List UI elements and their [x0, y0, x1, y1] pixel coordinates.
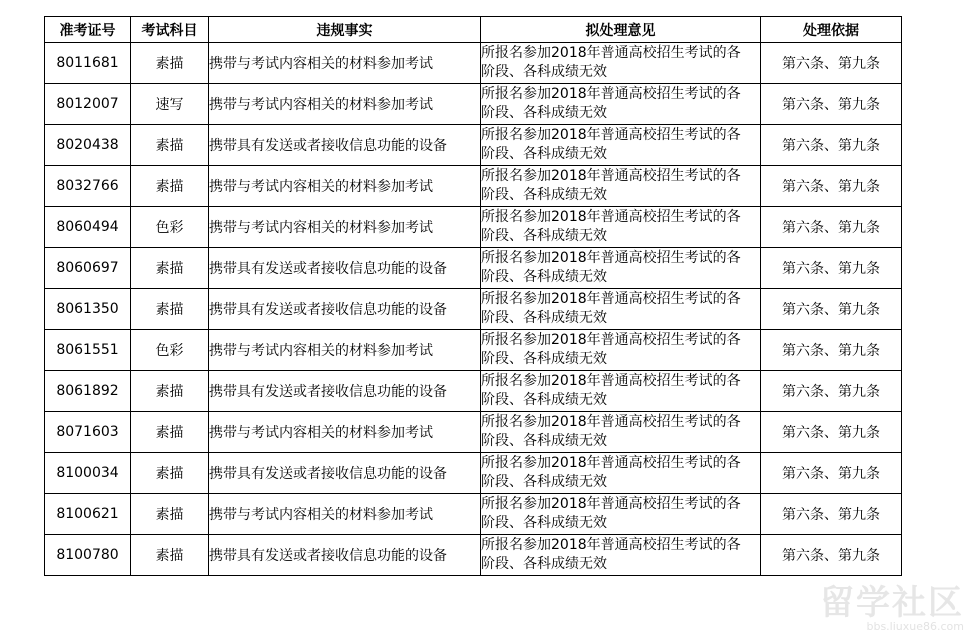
cell-proposed-action [481, 207, 761, 248]
opinion-line: 阶段、各科成绩无效 [481, 392, 607, 408]
cell-exam-id: 8061350 [45, 289, 131, 330]
cell-subject: 素描 [131, 248, 209, 289]
cell-violation-fact: 携带与考试内容相关的材料参加考试 [209, 43, 481, 84]
opinion-line: 阶段、各科成绩无效 [481, 515, 607, 531]
cell-basis: 第六条、第九条 [761, 371, 902, 412]
cell-basis: 第六条、第九条 [761, 289, 902, 330]
cell-basis: 第六条、第九条 [761, 535, 902, 576]
cell-proposed-action [481, 166, 761, 207]
opinion-line: 阶段、各科成绩无效 [481, 269, 607, 285]
cell-proposed-action [481, 494, 761, 535]
header-proposed-action: 拟处理意见 [481, 17, 761, 43]
cell-basis: 第六条、第九条 [761, 84, 902, 125]
table-row [45, 166, 902, 207]
cell-subject: 色彩 [131, 330, 209, 371]
table-row [45, 125, 902, 166]
table-row [45, 535, 902, 576]
cell-subject: 色彩 [131, 207, 209, 248]
cell-violation-fact: 携带具有发送或者接收信息功能的设备 [209, 371, 481, 412]
cell-subject: 速写 [131, 84, 209, 125]
cell-subject: 素描 [131, 412, 209, 453]
cell-subject: 素描 [131, 289, 209, 330]
cell-subject: 素描 [131, 166, 209, 207]
opinion-line: 所报名参加2018年普通高校招生考试的各 [481, 332, 741, 348]
cell-violation-fact: 携带具有发送或者接收信息功能的设备 [209, 248, 481, 289]
header-subject: 考试科目 [131, 17, 209, 43]
opinion-line: 所报名参加2018年普通高校招生考试的各 [481, 537, 741, 553]
opinion-line: 阶段、各科成绩无效 [481, 474, 607, 490]
cell-proposed-action [481, 330, 761, 371]
cell-proposed-action [481, 289, 761, 330]
cell-violation-fact: 携带与考试内容相关的材料参加考试 [209, 166, 481, 207]
header-exam-id: 准考证号 [45, 17, 131, 43]
cell-violation-fact: 携带与考试内容相关的材料参加考试 [209, 84, 481, 125]
cell-violation-fact: 携带具有发送或者接收信息功能的设备 [209, 125, 481, 166]
cell-violation-fact: 携带具有发送或者接收信息功能的设备 [209, 289, 481, 330]
cell-basis: 第六条、第九条 [761, 43, 902, 84]
cell-proposed-action [481, 412, 761, 453]
cell-exam-id: 8100034 [45, 453, 131, 494]
cell-exam-id: 8020438 [45, 125, 131, 166]
cell-exam-id: 8061551 [45, 330, 131, 371]
table-row [45, 371, 902, 412]
cell-subject: 素描 [131, 453, 209, 494]
table-row [45, 248, 902, 289]
table-row [45, 84, 902, 125]
cell-violation-fact: 携带与考试内容相关的材料参加考试 [209, 330, 481, 371]
cell-violation-fact: 携带具有发送或者接收信息功能的设备 [209, 535, 481, 576]
cell-violation-fact: 携带具有发送或者接收信息功能的设备 [209, 453, 481, 494]
cell-exam-id: 8100621 [45, 494, 131, 535]
opinion-line: 所报名参加2018年普通高校招生考试的各 [481, 209, 741, 225]
cell-subject: 素描 [131, 535, 209, 576]
cell-proposed-action [481, 535, 761, 576]
opinion-line: 所报名参加2018年普通高校招生考试的各 [481, 291, 741, 307]
cell-basis: 第六条、第九条 [761, 125, 902, 166]
watermark-url: bbs.liuxue86.com [866, 620, 964, 633]
opinion-line: 阶段、各科成绩无效 [481, 556, 607, 572]
cell-subject: 素描 [131, 371, 209, 412]
watermark-logo: 留学社区 [820, 583, 964, 623]
table-row [45, 412, 902, 453]
opinion-line: 阶段、各科成绩无效 [481, 228, 607, 244]
cell-proposed-action [481, 453, 761, 494]
opinion-line: 所报名参加2018年普通高校招生考试的各 [481, 45, 741, 61]
cell-exam-id: 8060697 [45, 248, 131, 289]
opinion-line: 所报名参加2018年普通高校招生考试的各 [481, 414, 741, 430]
cell-proposed-action [481, 371, 761, 412]
cell-basis: 第六条、第九条 [761, 412, 902, 453]
table-header-row [45, 17, 902, 43]
cell-exam-id: 8011681 [45, 43, 131, 84]
opinion-line: 阶段、各科成绩无效 [481, 351, 607, 367]
table-row [45, 207, 902, 248]
cell-exam-id: 8032766 [45, 166, 131, 207]
cell-violation-fact: 携带与考试内容相关的材料参加考试 [209, 412, 481, 453]
cell-proposed-action [481, 125, 761, 166]
cell-violation-fact: 携带与考试内容相关的材料参加考试 [209, 207, 481, 248]
cell-proposed-action [481, 84, 761, 125]
table-row [45, 494, 902, 535]
cell-basis: 第六条、第九条 [761, 248, 902, 289]
cell-exam-id: 8061892 [45, 371, 131, 412]
opinion-line: 阶段、各科成绩无效 [481, 433, 607, 449]
header-basis: 处理依据 [761, 17, 902, 43]
cell-proposed-action [481, 248, 761, 289]
cell-basis: 第六条、第九条 [761, 494, 902, 535]
opinion-line: 所报名参加2018年普通高校招生考试的各 [481, 250, 741, 266]
opinion-line: 所报名参加2018年普通高校招生考试的各 [481, 168, 741, 184]
cell-proposed-action [481, 43, 761, 84]
opinion-line: 阶段、各科成绩无效 [481, 146, 607, 162]
opinion-line: 所报名参加2018年普通高校招生考试的各 [481, 86, 741, 102]
cell-basis: 第六条、第九条 [761, 453, 902, 494]
opinion-line: 所报名参加2018年普通高校招生考试的各 [481, 455, 741, 471]
cell-basis: 第六条、第九条 [761, 166, 902, 207]
cell-exam-id: 8060494 [45, 207, 131, 248]
cell-subject: 素描 [131, 494, 209, 535]
cell-subject: 素描 [131, 125, 209, 166]
cell-basis: 第六条、第九条 [761, 330, 902, 371]
cell-exam-id: 8012007 [45, 84, 131, 125]
header-violation-fact: 违规事实 [209, 17, 481, 43]
opinion-line: 阶段、各科成绩无效 [481, 187, 607, 203]
opinion-line: 所报名参加2018年普通高校招生考试的各 [481, 496, 741, 512]
violations-table [44, 16, 902, 576]
cell-exam-id: 8100780 [45, 535, 131, 576]
opinion-line: 阶段、各科成绩无效 [481, 105, 607, 121]
table-row [45, 453, 902, 494]
opinion-line: 所报名参加2018年普通高校招生考试的各 [481, 127, 741, 143]
table-row [45, 330, 902, 371]
cell-subject: 素描 [131, 43, 209, 84]
opinion-line: 所报名参加2018年普通高校招生考试的各 [481, 373, 741, 389]
opinion-line: 阶段、各科成绩无效 [481, 64, 607, 80]
table-row [45, 289, 902, 330]
opinion-line: 阶段、各科成绩无效 [481, 310, 607, 326]
cell-violation-fact: 携带与考试内容相关的材料参加考试 [209, 494, 481, 535]
site-watermark [820, 585, 964, 633]
table-row [45, 43, 902, 84]
cell-exam-id: 8071603 [45, 412, 131, 453]
cell-basis: 第六条、第九条 [761, 207, 902, 248]
